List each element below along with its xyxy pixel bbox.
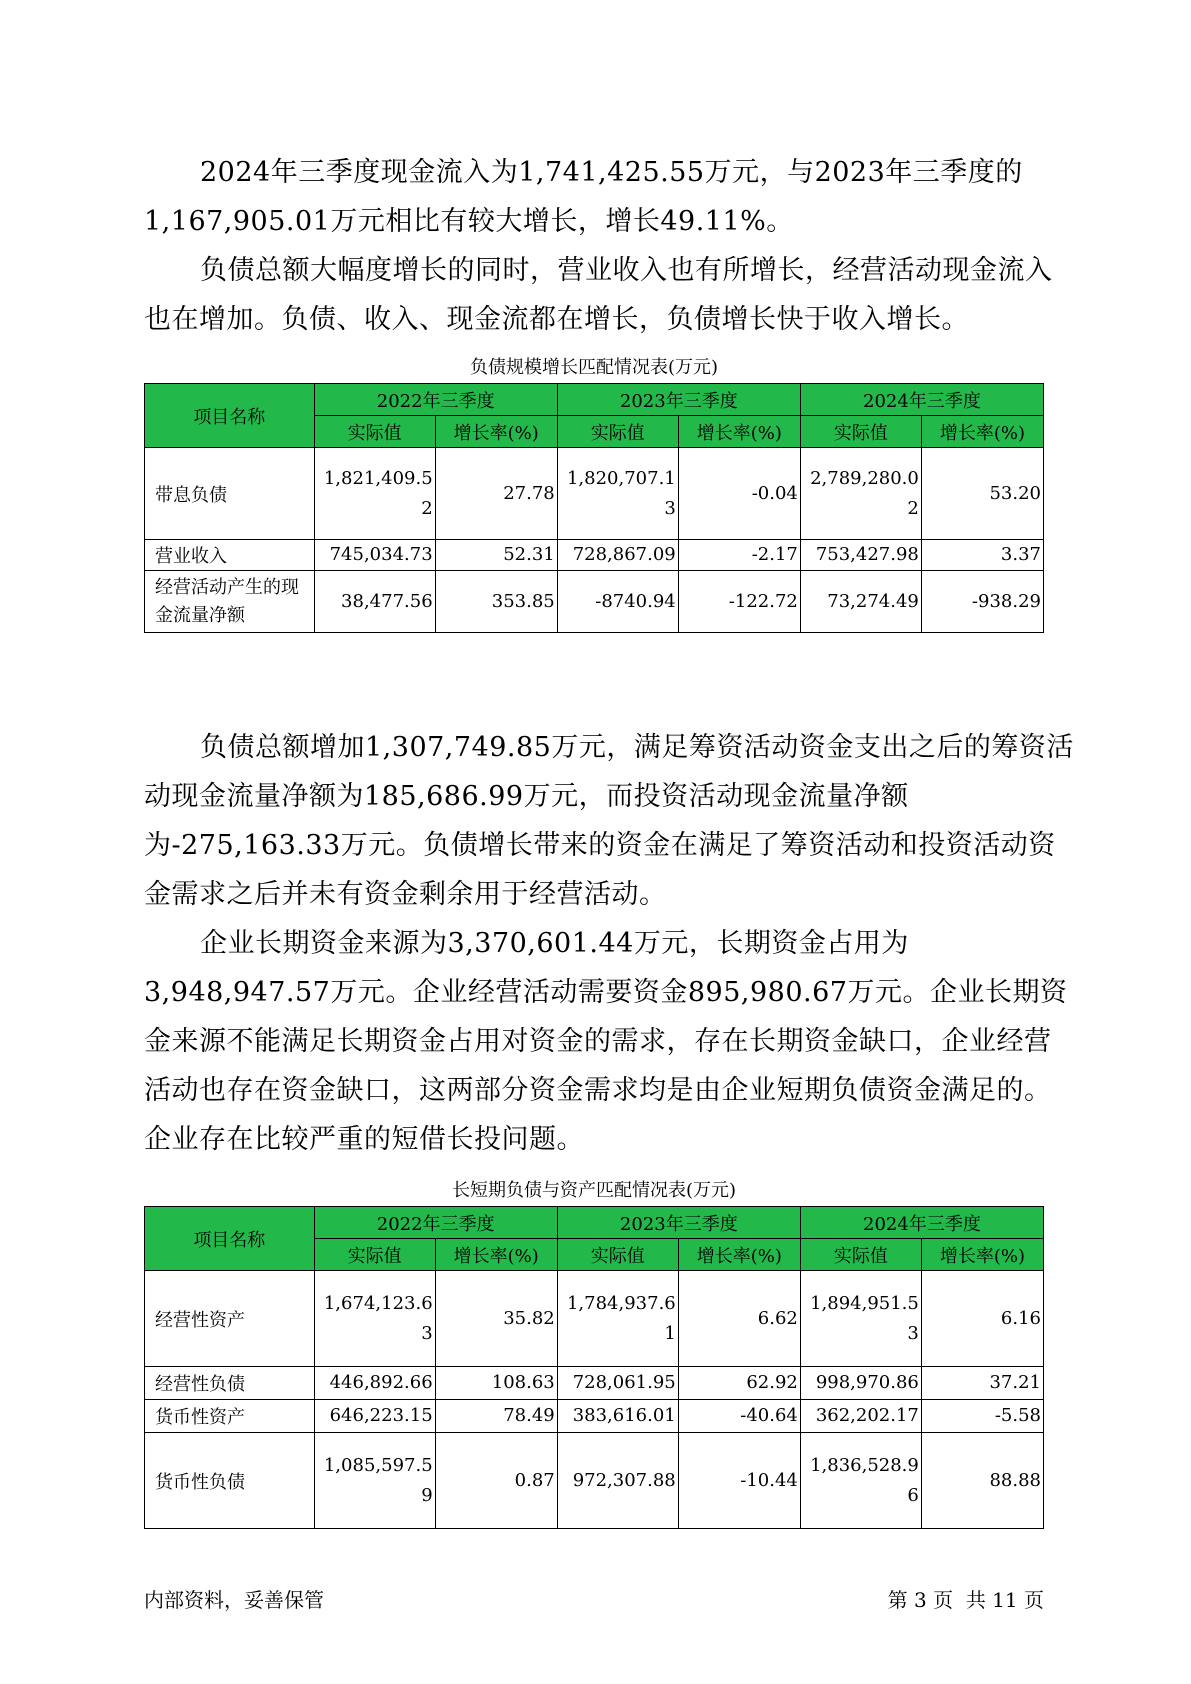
header-actual: 实际值 xyxy=(314,416,435,448)
cell-value: 1,674,123.63 xyxy=(314,1271,435,1367)
cell-value: 2,789,280.02 xyxy=(800,448,921,540)
cell-value: 38,477.56 xyxy=(314,571,435,633)
paragraph-debt-growth: 负债总额大幅度增长的同时，营业收入也有所增长，经营活动现金流入也在增加。负债、收入、现金流都在增长，负债增长快于收入增长。 xyxy=(144,255,1053,335)
cell-value: 73,274.49 xyxy=(800,571,921,633)
header-growth: 增长率(%) xyxy=(435,1239,557,1271)
cell-value: 1,085,597.59 xyxy=(314,1433,435,1529)
cell-value: -938.29 xyxy=(921,571,1043,633)
table1-caption: 负债规模增长匹配情况表(万元) xyxy=(469,357,719,378)
cell-value: 745,034.73 xyxy=(314,540,435,571)
cell-value: -0.04 xyxy=(678,448,800,540)
cell-value: 88.88 xyxy=(921,1433,1043,1529)
cell-value: 353.85 xyxy=(435,571,557,633)
cell-value: 383,616.01 xyxy=(557,1400,678,1433)
cell-value: 78.49 xyxy=(435,1400,557,1433)
footer-page-number: 第 3 页 共 11 页 xyxy=(887,1588,1044,1612)
cell-value: 1,820,707.13 xyxy=(557,448,678,540)
header-period: 2022年三季度 xyxy=(314,384,557,416)
cell-value: 35.82 xyxy=(435,1271,557,1367)
header-period: 2024年三季度 xyxy=(800,384,1043,416)
table2-caption: 长短期负债与资产匹配情况表(万元) xyxy=(451,1180,737,1201)
table-debt-scale-growth xyxy=(144,383,1044,633)
cell-value: -10.44 xyxy=(678,1433,800,1529)
cell-value: 108.63 xyxy=(435,1367,557,1400)
cell-value: 62.92 xyxy=(678,1367,800,1400)
table-liability-asset-match xyxy=(144,1206,1044,1529)
cell-value: -8740.94 xyxy=(557,571,678,633)
header-period: 2023年三季度 xyxy=(557,384,800,416)
cell-value: 53.20 xyxy=(921,448,1043,540)
cell-value: 3.37 xyxy=(921,540,1043,571)
row-label: 经营活动产生的现金流量净额 xyxy=(145,571,315,633)
header-growth: 增长率(%) xyxy=(435,416,557,448)
cell-value: -122.72 xyxy=(678,571,800,633)
cell-value: 1,836,528.96 xyxy=(800,1433,921,1529)
header-actual: 实际值 xyxy=(800,1239,921,1271)
paragraph-long-term-funds: 企业长期资金来源为3,370,601.44万元，长期资金占用为3,948,947.57万元。企业经营活动需要资金895,980.67万元。企业长期资金来源不能满足长期资金占用对资金的需求，存在长期资金缺口，企业经营活动也存在资金缺口，这两部分资金需求均是由企业短期负债资金满足的。企业存在比较严重的短借长投问题。 xyxy=(144,928,1068,1155)
header-period: 2023年三季度 xyxy=(557,1207,800,1239)
header-item-name: 项目名称 xyxy=(145,1207,315,1271)
cell-value: 998,970.86 xyxy=(800,1367,921,1400)
cell-value: 972,307.88 xyxy=(557,1433,678,1529)
header-actual: 实际值 xyxy=(557,1239,678,1271)
cell-value: 0.87 xyxy=(435,1433,557,1529)
cell-value: 1,821,409.52 xyxy=(314,448,435,540)
cell-value: 6.16 xyxy=(921,1271,1043,1367)
table-row xyxy=(145,448,1044,540)
header-period: 2024年三季度 xyxy=(800,1207,1043,1239)
row-label: 货币性负债 xyxy=(145,1433,315,1529)
cell-value: 646,223.15 xyxy=(314,1400,435,1433)
cell-value: 753,427.98 xyxy=(800,540,921,571)
paragraph-financing-cashflow: 负债总额增加1,307,749.85万元，满足筹资活动资金支出之后的筹资活动现金流量净额为185,686.99万元，而投资活动现金流量净额为-275,163.33万元。负债增长带来的资金在满足了筹资活动和投资活动资金需求之后并未有资金剩余用于经营活动。 xyxy=(144,732,1074,910)
row-label: 经营性负债 xyxy=(145,1367,315,1400)
paragraph-cash-inflow: 2024年三季度现金流入为1,741,425.55万元，与2023年三季度的1,167,905.01万元相比有较大增长，增长49.11%。 xyxy=(144,157,1023,237)
cell-value: 728,061.95 xyxy=(557,1367,678,1400)
table-row xyxy=(145,1367,1044,1400)
cell-value: -5.58 xyxy=(921,1400,1043,1433)
header-actual: 实际值 xyxy=(314,1239,435,1271)
footer-confidential-note: 内部资料，妥善保管 xyxy=(144,1588,324,1612)
table-row xyxy=(145,1271,1044,1367)
cell-value: 1,784,937.61 xyxy=(557,1271,678,1367)
table-row xyxy=(145,571,1044,633)
cell-value: 362,202.17 xyxy=(800,1400,921,1433)
header-actual: 实际值 xyxy=(800,416,921,448)
table-row xyxy=(145,540,1044,571)
table-row xyxy=(145,1400,1044,1433)
header-growth: 增长率(%) xyxy=(678,1239,800,1271)
row-label: 营业收入 xyxy=(145,540,315,571)
cell-value: 27.78 xyxy=(435,448,557,540)
cell-value: 728,867.09 xyxy=(557,540,678,571)
cell-value: -40.64 xyxy=(678,1400,800,1433)
header-actual: 实际值 xyxy=(557,416,678,448)
header-growth: 增长率(%) xyxy=(678,416,800,448)
cell-value: 52.31 xyxy=(435,540,557,571)
cell-value: 6.62 xyxy=(678,1271,800,1367)
header-growth: 增长率(%) xyxy=(921,1239,1043,1271)
cell-value: 1,894,951.53 xyxy=(800,1271,921,1367)
row-label: 货币性资产 xyxy=(145,1400,315,1433)
cell-value: 446,892.66 xyxy=(314,1367,435,1400)
cell-value: -2.17 xyxy=(678,540,800,571)
header-period: 2022年三季度 xyxy=(314,1207,557,1239)
header-growth: 增长率(%) xyxy=(921,416,1043,448)
row-label: 带息负债 xyxy=(145,448,315,540)
cell-value: 37.21 xyxy=(921,1367,1043,1400)
row-label: 经营性资产 xyxy=(145,1271,315,1367)
table-row xyxy=(145,1433,1044,1529)
header-item-name: 项目名称 xyxy=(145,384,315,448)
